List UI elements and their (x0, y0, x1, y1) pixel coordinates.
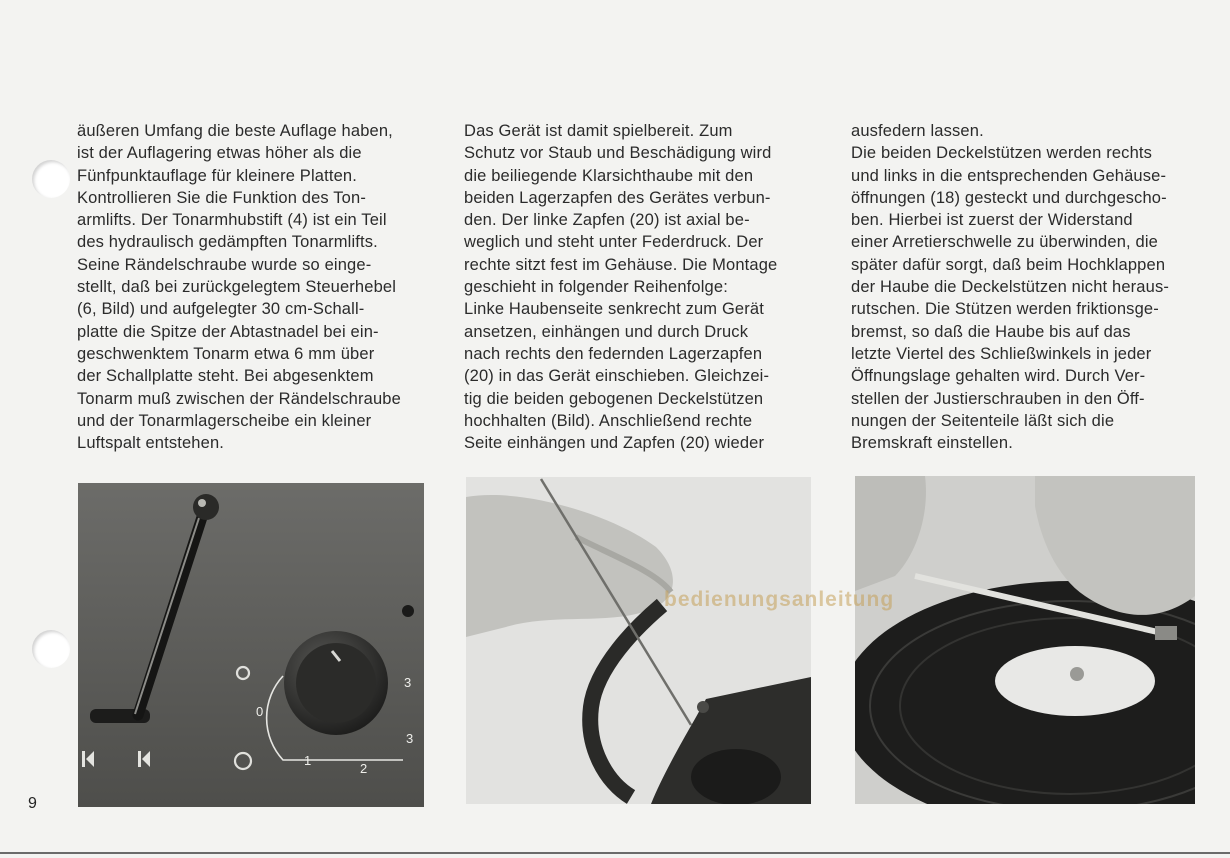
text-line: der Haube die Deckelstützen nicht heraus- (851, 278, 1169, 297)
scale-number-0: 0 (256, 704, 264, 719)
text-line: Luftspalt entstehen. (77, 434, 225, 453)
text-line: Fünfpunktauflage für kleinere Platten. (77, 166, 357, 185)
text-line: Die beiden Deckelstützen werden rechts (851, 144, 1153, 163)
text-line: nach rechts den federnden Lagerzapfen (464, 344, 763, 363)
photo-turntable-record (855, 476, 1195, 804)
panel-hole (402, 605, 414, 617)
text-line: ben. Hierbei ist zuerst der Widerstand (851, 211, 1133, 230)
text-line: äußeren Umfang die beste Auflage haben, (77, 122, 393, 140)
text-line: armlifts. Der Tonarmhubstift (4) ist ein Teil (77, 211, 387, 230)
text-line: Kontrollieren Sie die Funktion des Ton- (77, 188, 366, 207)
text-line: öffnungen (18) gesteckt und durchgescho- (851, 188, 1167, 207)
watermark: bedienungsanleitung (664, 588, 895, 611)
text-line: letzte Viertel des Schließwinkels in jeder (851, 344, 1152, 363)
text-line: weglich und steht unter Federdruck. Der (464, 233, 764, 252)
text-line: nungen der Seitenteile läßt sich die (851, 411, 1115, 430)
text-line: der Schallplatte steht. Bei abgesenktem (77, 367, 374, 386)
text-line: ausfedern lassen. (851, 122, 984, 140)
text-line: rutschen. Die Stützen werden friktionsge- (851, 300, 1159, 319)
text-line: stellen der Justierschrauben in den Öff- (851, 389, 1145, 408)
lever-knob (193, 494, 219, 520)
text-line: ist der Auflagering etwas höher als die (77, 144, 362, 163)
scale-number-3a: 3 (406, 731, 414, 746)
text-line: geschwenktem Tonarm etwa 6 mm über (77, 344, 375, 363)
text-line: Linke Haubenseite senkrecht zum Gerät (464, 300, 764, 319)
text-line: und der Tonarmlagerscheibe ein kleiner (77, 411, 372, 430)
text-line: Bremskraft einstellen. (851, 434, 1013, 453)
text-line: platte die Spitze der Abtastnadel bei ein- (77, 322, 379, 341)
text-line: Schutz vor Staub und Beschädigung wird (464, 144, 772, 163)
text-line: bremst, so daß die Haube bis auf das (851, 322, 1131, 341)
text-line: und links in die entsprechenden Gehäuse- (851, 166, 1167, 185)
text-line: Tonarm muß zwischen der Rändelschraube (77, 389, 401, 408)
text-line: hochhalten (Bild). Anschließend rechte (464, 411, 753, 430)
photo-control-panel (78, 483, 424, 807)
text-line: (20) in das Gerät einschieben. Gleichzei- (464, 367, 770, 386)
page-number: 9 (28, 795, 37, 812)
text-line: des hydraulisch gedämpften Tonarmlifts. (77, 233, 378, 252)
scale-number-2: 2 (360, 761, 368, 776)
scale-number-1: 1 (304, 753, 312, 768)
photo-cover-mounting (466, 477, 811, 804)
text-column-2 (464, 120, 777, 454)
text-line: Seine Rändelschraube wurde so einge- (77, 255, 372, 274)
binder-hole-top (32, 160, 70, 198)
record-label (995, 646, 1155, 716)
text-line: Seite einhängen und Zapfen (20) wieder (464, 434, 765, 453)
speed-knob (284, 631, 388, 735)
text-line: später dafür sorgt, daß beim Hochklappen (851, 255, 1166, 274)
text-column-1 (77, 120, 401, 454)
text-line: ansetzen, einhängen und durch Druck (464, 322, 749, 341)
text-line: tig die beiden gebogenen Deckelstützen (464, 389, 764, 408)
text-line: stellt, daß bei zurückgelegtem Steuerhebel (77, 278, 397, 297)
bottom-rule (0, 852, 1230, 854)
text-line: geschieht in folgender Reihenfolge: (464, 278, 728, 297)
text-line: den. Der linke Zapfen (20) ist axial be- (464, 211, 750, 230)
text-line: beiden Lagerzapfen des Gerätes verbun- (464, 188, 771, 207)
text-line: (6, Bild) und aufgelegter 30 cm-Schall- (77, 300, 365, 319)
scale-number-3b: 3 (404, 675, 412, 690)
text-line: Öffnungslage gehalten wird. Durch Ver- (851, 367, 1146, 386)
text-line: die beiliegende Klarsichthaube mit den (464, 166, 754, 185)
text-line: Das Gerät ist damit spielbereit. Zum (464, 122, 733, 140)
text-line: rechte sitzt fest im Gehäuse. Die Montage (464, 255, 778, 274)
binder-hole-bottom (32, 630, 70, 668)
text-column-3 (851, 120, 1169, 454)
text-line: einer Arretierschwelle zu überwinden, die (851, 233, 1158, 252)
